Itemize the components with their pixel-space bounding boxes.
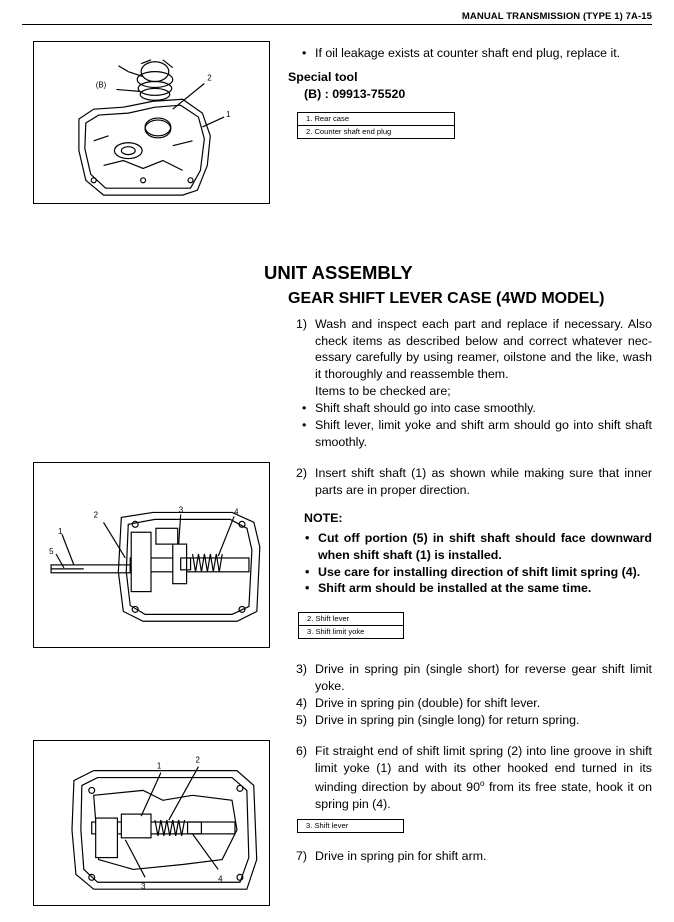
step-1-bullet [302, 417, 652, 450]
note-bullet-text: Use care for installing direction of shift limit spring (4). [318, 565, 641, 579]
note-bullet [305, 580, 652, 597]
step-1-text: Wash and inspect each part and replace if necessary. Also check items as described below and correct whatever nec-essary carefully by using reamer, oilstone and the like, wash it thoroughly and reassemble them. [315, 317, 652, 381]
step-6 [296, 743, 652, 812]
section-subtitle: GEAR SHIFT LEVER CASE (4WD MODEL) [288, 290, 605, 307]
shift-shaft-illustration [34, 463, 269, 647]
items-checked-label: Items to be checked are; [315, 384, 451, 398]
note-label: NOTE: [304, 511, 343, 525]
step-2 [296, 465, 652, 498]
step-number: 2) [296, 466, 308, 480]
bullet-icon: • [302, 46, 307, 60]
fig2-label-1: 1 [58, 527, 63, 537]
note-bullet-text: Cut off portion (5) in shift shaft should face downward when shift shaft (1) is installed. [318, 531, 652, 562]
step-4-text: Drive in spring pin (double) for shift lever. [315, 696, 541, 710]
step-6-text-end: from its free state, hook it on spring pin (4). [315, 780, 652, 811]
fig2-label-2: 2 [93, 510, 99, 520]
bullet-icon: • [305, 531, 310, 545]
bullet-icon: • [305, 565, 310, 579]
fig1-label-1: 1 [226, 110, 231, 120]
fig2-label-3: 3 [178, 505, 184, 515]
fig3-label-1: 1 [156, 761, 162, 771]
figure-shift-shaft [33, 462, 270, 648]
legend-fig1 [297, 112, 455, 139]
note-bullet [305, 564, 652, 581]
limit-spring-illustration [34, 741, 269, 905]
top-bullet-text: If oil leakage exists at counter shaft end plug, replace it. [315, 46, 621, 60]
legend-item: 2. Shift lever [307, 614, 350, 623]
step-7-text: Drive in spring pin for shift arm. [315, 849, 487, 863]
step-2-text: Insert shift shaft (1) as shown while making sure that inner parts are in proper direction. [315, 466, 652, 497]
step-number: 5) [296, 713, 308, 727]
fig2-label-5: 5 [49, 547, 54, 557]
step-3-text: Drive in spring pin (single short) for reverse gear shift limit yoke. [315, 662, 652, 693]
bullet-icon: • [302, 401, 307, 415]
note-bullet [305, 530, 652, 563]
step-number: 4) [296, 696, 308, 710]
legend-item: 3. Shift lever [306, 821, 349, 830]
bullet-icon: • [305, 581, 310, 595]
legend-item: 1. Rear case [306, 114, 350, 123]
step-7 [296, 848, 652, 865]
legend-item: 3. Shift limit yoke [299, 625, 403, 638]
bullet-text: Shift shaft should go into case smoothly. [315, 401, 536, 415]
fig3-label-3: 3 [141, 882, 146, 892]
fig2-label-4: 4 [234, 507, 239, 517]
bullet-text: Shift lever, limit yoke and shift arm should go into shift shaft smoothly. [315, 418, 652, 449]
step-number: 3) [296, 662, 308, 676]
fig3-label-2: 2 [195, 755, 200, 765]
section-title: UNIT ASSEMBLY [264, 262, 413, 283]
figure-rear-case [33, 41, 270, 204]
note-bullet-text: Shift arm should be installed at the same time. [318, 581, 592, 595]
special-tool-value: (B) : 09913-75520 [304, 87, 406, 101]
legend-item: 2. Counter shaft end plug [298, 125, 454, 138]
top-bullet [302, 45, 655, 62]
step-1-bullet [302, 400, 652, 417]
special-tool-label: Special tool [288, 70, 358, 84]
step-5 [296, 712, 652, 729]
step-number: 7) [296, 849, 308, 863]
step-1 [296, 316, 652, 382]
rear-case-illustration [34, 42, 269, 203]
step-number: 1) [296, 317, 308, 331]
legend-fig2 [298, 612, 404, 639]
step-6-text: Fit straight end of shift limit spring (2) into line groove in shift limit yoke (1) and with its other hooked end turned in its winding direction by about 90 [315, 744, 652, 795]
step-5-text: Drive in spring pin (single long) for return spring. [315, 713, 580, 727]
figure-limit-spring [33, 740, 270, 906]
page-header: MANUAL TRANSMISSION (TYPE 1) 7A-15 [461, 11, 652, 22]
step-4 [296, 695, 652, 712]
step-3 [296, 661, 652, 694]
step-number: 6) [296, 744, 308, 758]
degree-mark: o [479, 779, 485, 788]
fig1-label-2: 2 [207, 73, 212, 83]
header-rule [22, 24, 652, 25]
fig1-label-b: (B) [95, 80, 107, 90]
fig3-label-4: 4 [218, 874, 223, 884]
bullet-icon: • [302, 418, 307, 432]
legend-fig3 [297, 819, 404, 833]
